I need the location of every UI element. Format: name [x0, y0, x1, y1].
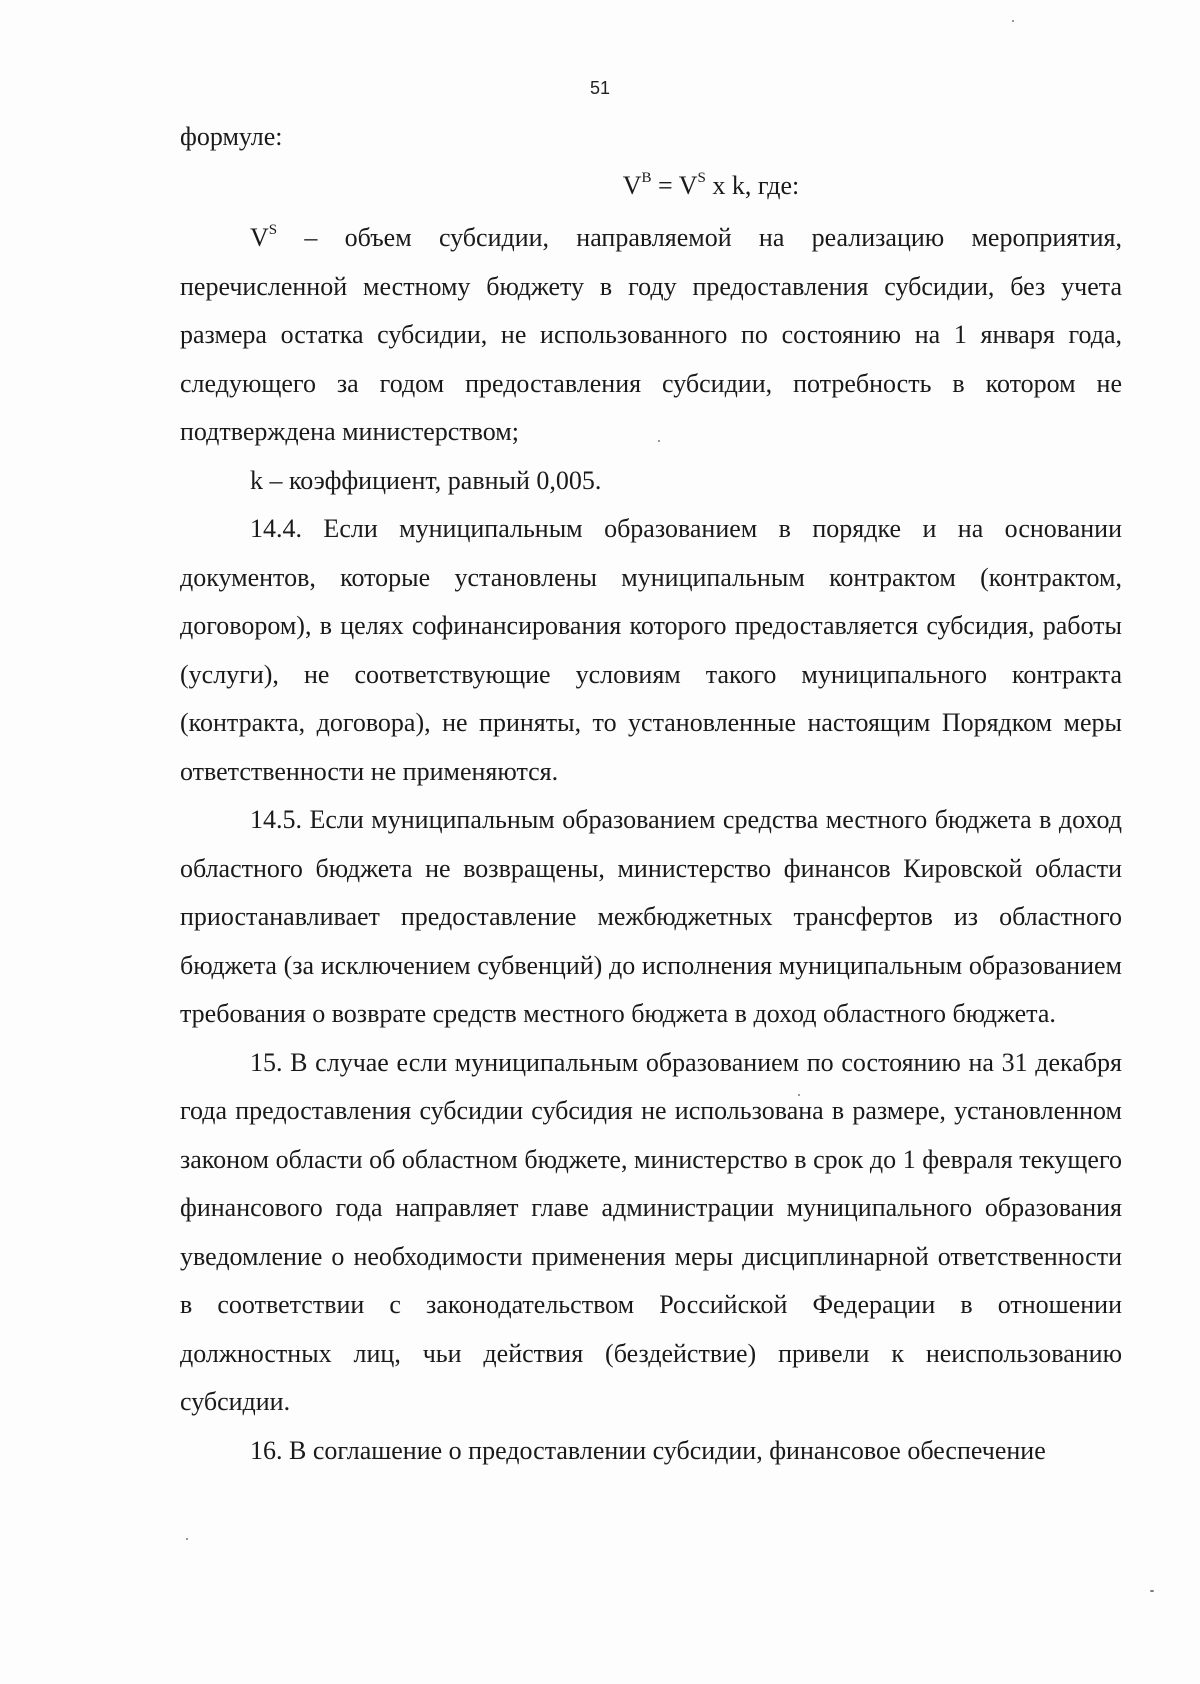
paragraph-14-5: 14.5. Если муниципальным образованием средства местного бюджета в доход областного бюджета не возвращены, министерство финансов Кировской области приостанавливает предоставление межбюджетных трансфертов из областного бюджета (за исключением субвенций) до исполнения муниципальным образованием требования о возврате средств местного бюджета в доход областного бюджета. — [180, 805, 1122, 1028]
formula-tail: x k, где: — [705, 170, 800, 200]
body-text — [180, 113, 1122, 1475]
scan-speck — [1150, 1590, 1154, 1592]
definition-vs — [180, 214, 1122, 457]
scan-speck — [1012, 20, 1014, 22]
paragraph-16: 16. В соглашение о предоставлении субсидии, финансовое обеспечение — [250, 1435, 1046, 1465]
formula-eq: = — [651, 170, 679, 200]
formula-rhs: V — [678, 170, 698, 200]
formula — [180, 162, 1122, 211]
scan-speck — [798, 1094, 800, 1096]
page-number: 51 — [589, 78, 611, 98]
formula-rhs-sup: S — [697, 169, 706, 186]
intro-word: формуле: — [180, 122, 283, 151]
formula-lhs-sup: B — [641, 169, 652, 186]
paragraph-15: 15. В случае если муниципальным образованием по состоянию на 31 декабря года предоставления субсидии субсидия не использована в размере, установленном законом области об областном бюджете, министерство в срок до 1 февраля текущего финансового года направляет главе администрации муниципального образования уведомление о необходимости применения меры дисциплинарной ответственности в соответствии с законодательством Российской Федерации в отношении должностных лиц, чьи действия (бездействие) привели к неиспользованию субсидии. — [180, 1047, 1122, 1416]
definition-vs-symbol-sup: S — [268, 222, 278, 238]
paragraph-14-4: 14.4. Если муниципальным образованием в порядке и на основании документов, которые установлены муниципальным контрактом (контрактом, договором), в целях софинансирования которого предоставляется субсидия, работы (услуги), не соответствующие условиям такого муниципального контракта (контракта, договора), не приняты, то установленные настоящим Порядком меры ответственности не применяются. — [180, 514, 1122, 786]
scan-speck — [658, 440, 660, 442]
definition-vs-symbol: V — [250, 223, 269, 252]
scan-speck — [186, 1538, 188, 1540]
definition-vs-text: – объем субсидии, направляемой на реализацию мероприятия, перечисленной местному бюджету в году предоставления субсидии, без учета размера остатка субсидии, не использованного по состоянию на 1 января года, следующего за годом предоставления субсидии, потребность в котором не подтверждена министерством; — [180, 223, 1122, 446]
definition-k: k – коэффициент, равный 0,005. — [250, 465, 602, 495]
formula-lhs: V — [622, 170, 642, 200]
